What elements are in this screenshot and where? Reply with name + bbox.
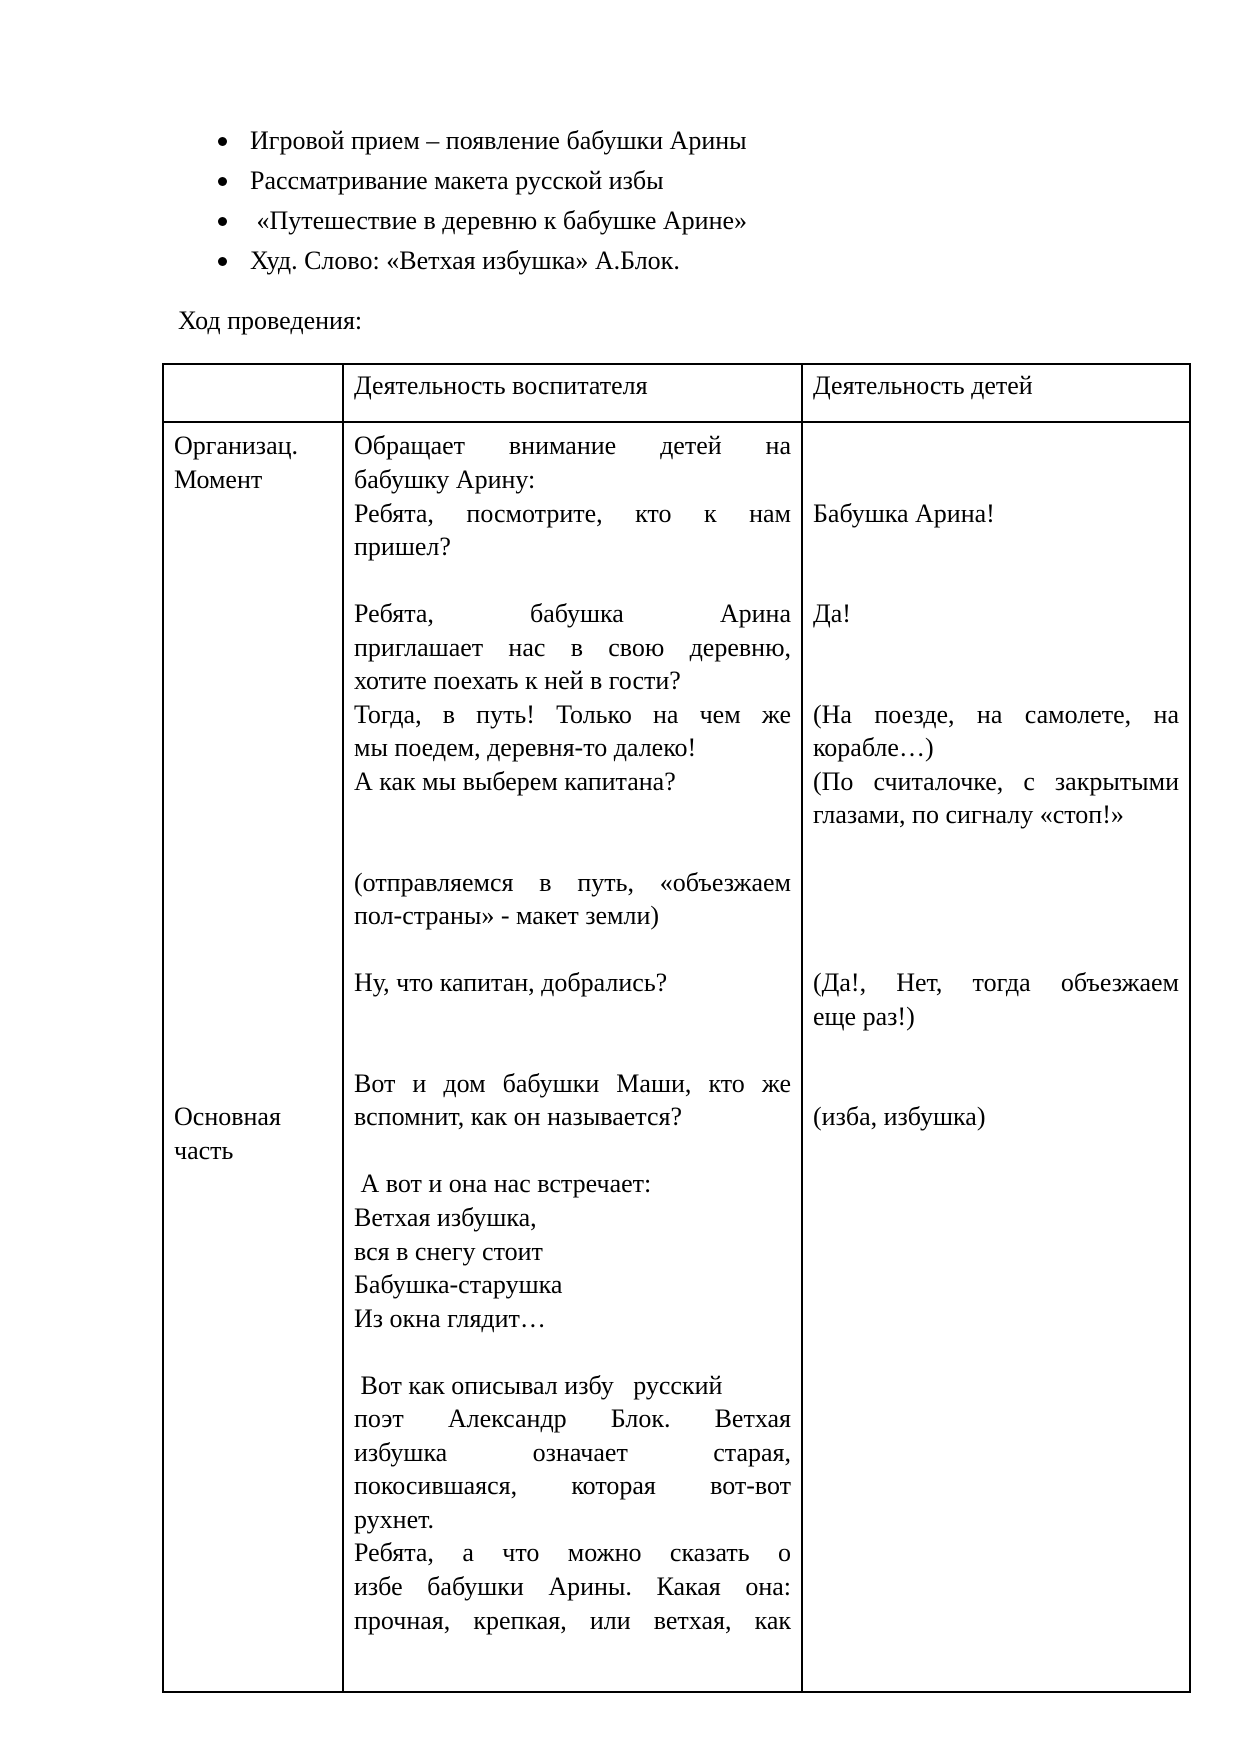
table-header-row [163,364,1190,422]
section-heading: Ход проведения: [178,306,363,335]
list-item: Худ. Слово: «Ветхая избушка» А.Блок. [218,241,747,281]
header-cell-stage [163,364,343,422]
teacher-cell: Обращает внимание детей на бабушку Арину: Ребята, посмотрите, кто к нам пришел? Ребята, бабушка Арина приглашает нас в свою деревню, хотите поехать к ней в гости? Тогда, в путь! Только на чем же мы поедем, деревня-то далеко! А как мы выберем капитана? (отправляемся в путь, «объезжаем пол-страны» - макет земли) Ну, что капитан, добрались? Вот и дом бабушки Маши, кто же вспомнит, как он называется? А вот и она нас встречает: Ветхая избушка, вся в снегу стоит Бабушка-старушка Из окна глядит… Вот как описывал избу русский поэт Александр Блок. Ветхая избушка означает старая, покосившаяся, которая вот-вот рухнет. Ребята, а что можно сказать о избе бабушки Арины. Какая она: прочная, крепкая, или ветхая, как [343,422,802,1692]
stage-cell: Организац. Момент Основная часть [163,422,343,1692]
header-cell-teacher: Деятельность воспитателя [343,364,802,422]
children-cell: Бабушка Арина! Да! (На поезде, на самолете, на корабле…) (По считалочке, с закрытыми глазами, по сигналу «стоп!» (Да!, Нет, тогда объезжаем еще раз!) (изба, избушка) [802,422,1190,1692]
method-list [218,121,747,281]
bullet-icon [218,177,227,186]
list-item: Игровой прием – появление бабушки Арины [218,121,747,161]
table-row [163,422,1190,1692]
lesson-table [162,363,1191,1693]
bullet-icon [218,257,227,266]
list-item: Рассматривание макета русской избы [218,161,747,201]
bullet-icon [218,217,227,226]
header-cell-children: Деятельность детей [802,364,1190,422]
bullet-icon [218,137,227,146]
list-item: «Путешествие в деревню к бабушке Арине» [218,201,747,241]
